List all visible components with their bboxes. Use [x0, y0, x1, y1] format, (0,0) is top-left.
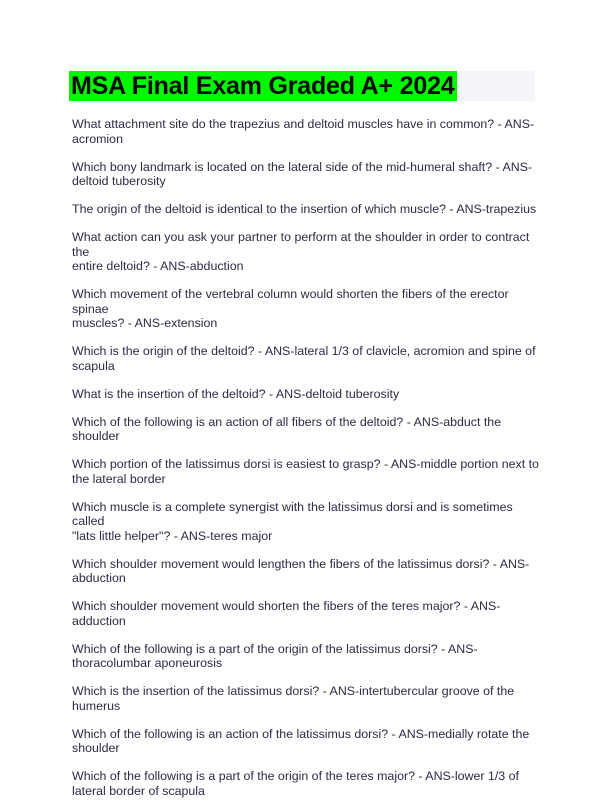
qa-item: Which of the following is a part of the origin of the teres major? - ANS-lower 1/3 of lateral border of scapula [72, 769, 519, 798]
document-title: MSA Final Exam Graded A+ 2024 [69, 71, 457, 101]
qa-item: Which shoulder movement would shorten the fibers of the teres major? - ANS-adduction [72, 599, 501, 628]
qa-item: What action can you ask your partner to perform at the shoulder in order to contract the entire deltoid? - ANS-abduction [72, 230, 530, 273]
qa-item: What is the insertion of the deltoid? - ANS-deltoid tuberosity [72, 386, 400, 401]
qa-item: Which muscle is a complete synergist with the latissimus dorsi and is sometimes called "lats little helper"? - ANS-teres major [72, 499, 513, 543]
qa-item: Which shoulder movement would lengthen the fibers of the latissimus dorsi? - ANS- abduction [72, 556, 530, 585]
qa-item: Which bony landmark is located on the lateral side of the mid-humeral shaft? - ANS- deltoid tuberosity [72, 159, 533, 188]
qa-item: Which is the origin of the deltoid? - ANS-lateral 1/3 of clavicle, acromion and spine of scapula [72, 344, 536, 373]
qa-item: Which portion of the latissimus dorsi is easiest to grasp? - ANS-middle portion next to the lateral border [72, 457, 539, 486]
qa-item: Which movement of the vertebral column would shorten the fibers of the erector spinae muscles? - ANS-extension [72, 287, 509, 330]
qa-item: Which is the insertion of the latissimus dorsi? - ANS-intertubercular groove of the humerus [72, 684, 515, 713]
qa-item: What attachment site do the trapezius and deltoid muscles have in common? - ANS- acromion [72, 117, 535, 146]
qa-item: The origin of the deltoid is identical to the insertion of which muscle? - ANS-trapezius [72, 202, 537, 216]
question-answer-list [72, 117, 540, 812]
qa-item: Which of the following is a part of the origin of the latissimus dorsi? - ANS- thoracolumbar aponeurosis [72, 641, 478, 670]
qa-item: Which of the following is an action of the latissimus dorsi? - ANS-medially rotate the shoulder [72, 726, 530, 755]
qa-item: Which of the following is an action of all fibers of the deltoid? - ANS-abduct the shoulder [72, 414, 502, 443]
